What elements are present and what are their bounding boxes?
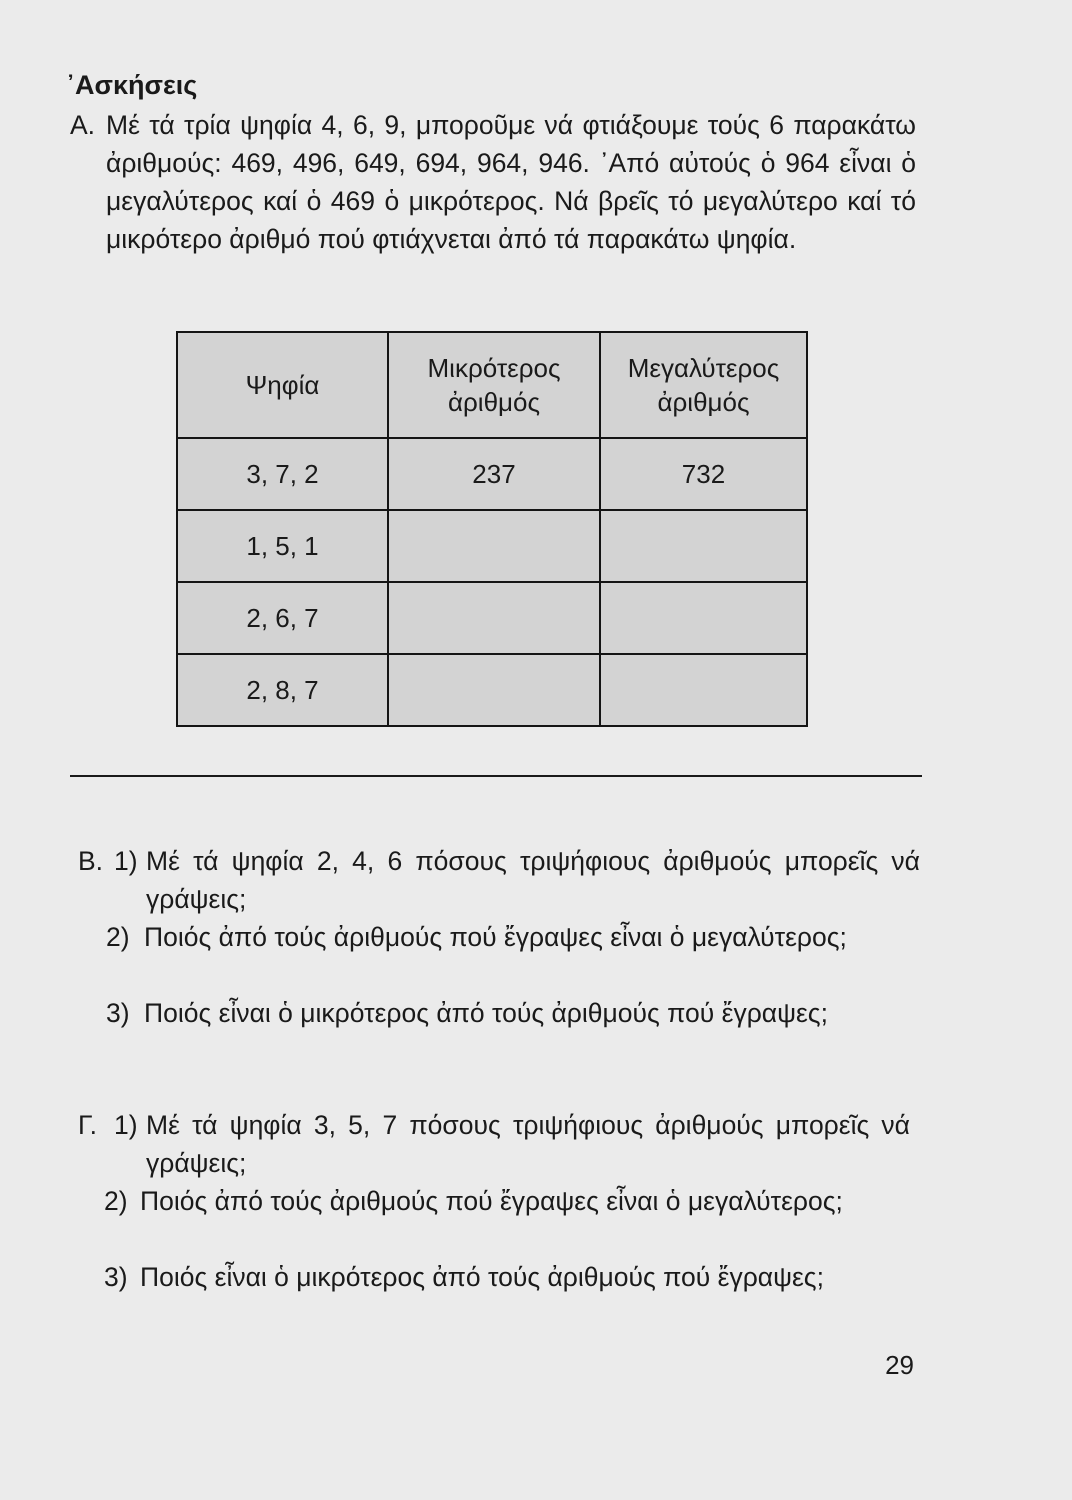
table-row (177, 438, 807, 510)
cell-smallest (388, 654, 600, 726)
cell-largest (600, 510, 807, 582)
exercise-b-label: Β. (78, 846, 104, 876)
question-number: 2) (106, 922, 130, 952)
exercise-c-label: Γ. (78, 1110, 98, 1140)
cell-digits: 1, 5, 1 (177, 510, 388, 582)
cell-largest (600, 654, 807, 726)
question-text: Ποιός ἀπό τούς ἀριθμούς πού ἔγραψες εἶναι ὁ μεγαλύτερος; (140, 1186, 843, 1216)
question-number: 1) (114, 1110, 138, 1140)
question-number: 3) (104, 1262, 128, 1292)
digits-table (176, 331, 808, 727)
question-text: Ποιός εἶναι ὁ μικρότερος ἀπό τούς ἀριθμούς πού ἔγραψες; (140, 1262, 824, 1292)
question-text: Ποιός ἀπό τούς ἀριθμούς πού ἔγραψες εἶναι ὁ μεγαλύτερος; (144, 922, 847, 952)
table-header-row (177, 332, 807, 438)
table-row (177, 654, 807, 726)
header-digits: Ψηφία (177, 332, 388, 438)
table-row (177, 510, 807, 582)
question-number: 2) (104, 1186, 128, 1216)
cell-smallest (388, 582, 600, 654)
exercise-a-text: Μέ τά τρία ψηφία 4, 6, 9, μποροῦμε νά φτιάξουμε τούς 6 παρακάτω ἀριθμούς: 469, 496, 649, 694, 964, 946. ᾽Από αὐτούς ὁ 964 εἶναι ὁ μεγαλύτερος καί ὁ 469 ὁ μικρότερος. Νά βρεῖς τό μεγαλύτερο καί τό μικρότερο ἀριθμό πού φτιάχνεται ἀπό τά παρακάτω ψηφία. (106, 110, 916, 254)
header-largest: Μεγαλύτερος ἀριθμός (600, 332, 807, 438)
cell-digits: 2, 8, 7 (177, 654, 388, 726)
table-row (177, 582, 807, 654)
exercise-a-label: Α. (70, 110, 96, 140)
cell-largest (600, 582, 807, 654)
section-heading: ᾽Ασκήσεις (66, 70, 198, 100)
question-number: 3) (106, 998, 130, 1028)
question-number: 1) (114, 846, 138, 876)
header-smallest: Μικρότερος ἀριθμός (388, 332, 600, 438)
cell-largest: 732 (600, 438, 807, 510)
cell-smallest (388, 510, 600, 582)
cell-digits: 2, 6, 7 (177, 582, 388, 654)
question-text: Μέ τά ψηφία 3, 5, 7 πόσους τριψήφιους ἀριθμούς μπορεῖς νά γράψεις; (146, 1110, 910, 1178)
cell-smallest: 237 (388, 438, 600, 510)
cell-digits: 3, 7, 2 (177, 438, 388, 510)
page-number: 29 (885, 1350, 914, 1380)
question-text: Ποιός εἶναι ὁ μικρότερος ἀπό τούς ἀριθμούς πού ἔγραψες; (144, 998, 828, 1028)
divider-line (70, 775, 922, 777)
question-text: Μέ τά ψηφία 2, 4, 6 πόσους τριψήφιους ἀριθμούς μπορεῖς νά γράψεις; (146, 846, 920, 914)
